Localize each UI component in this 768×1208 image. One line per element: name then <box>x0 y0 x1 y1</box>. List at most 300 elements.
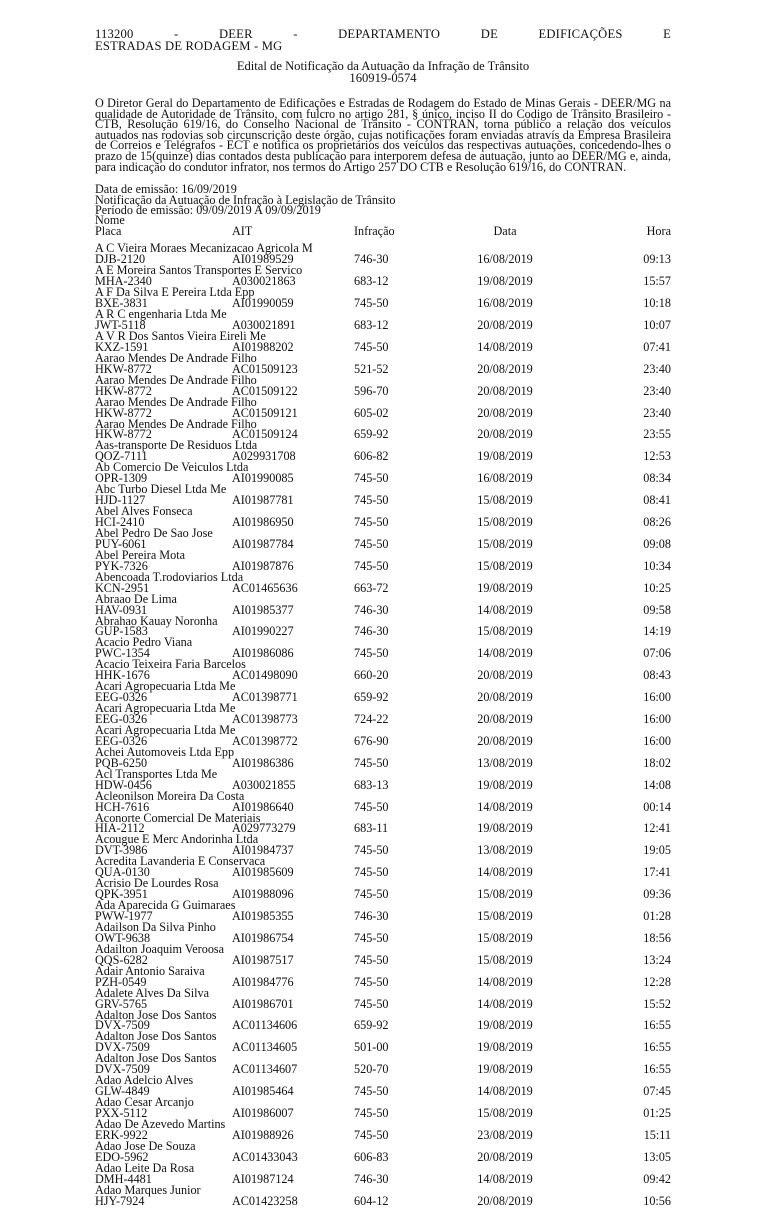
record-data: 14/08/2019 <box>477 974 533 989</box>
record-data: 14/08/2019 <box>477 339 533 354</box>
record-placa: HKW-8772 <box>95 427 152 442</box>
org-header-line-2: ESTRADAS DE RODAGEM - MG <box>95 38 283 53</box>
record-placa: QPK-3951 <box>95 887 148 902</box>
record-data: 19/08/2019 <box>477 274 533 289</box>
list-item <box>95 613 671 639</box>
record-name: Aarao Mendes De Andrade Filho <box>95 416 257 431</box>
list-item <box>95 547 671 573</box>
record-ait: AI01985464 <box>232 1084 294 1099</box>
record-hora: 01:25 <box>643 1106 671 1120</box>
record-placa: HJD-1127 <box>95 493 146 508</box>
record-placa: BXE-3831 <box>95 296 148 311</box>
record-placa: PWW-1977 <box>95 908 153 923</box>
record-data: 20/08/2019 <box>477 405 533 420</box>
record-name: Achei Automoveis Ltda Epp <box>95 744 235 759</box>
list-item <box>95 744 671 770</box>
column-header-data: Data <box>493 224 517 239</box>
record-name: Aarao Mendes De Andrade Filho <box>95 372 257 387</box>
record-ait: AI01985377 <box>232 602 294 617</box>
list-item <box>95 525 671 551</box>
list-item <box>95 328 671 354</box>
record-placa: PQB-6250 <box>95 755 148 770</box>
record-name: Ada Aparecida G Guimaraes <box>95 898 236 913</box>
record-hora: 08:43 <box>643 668 671 683</box>
list-item <box>95 309 671 331</box>
record-data: 14/08/2019 <box>477 1171 533 1186</box>
list-item <box>95 265 671 287</box>
record-name: A V R Dos Santos Vieira Eireli Me <box>95 328 266 343</box>
record-name: Aarao Mendes De Andrade Filho <box>95 394 257 409</box>
record-ait: AI01987781 <box>232 493 294 508</box>
record-row <box>95 1127 671 1142</box>
record-infracao: 745-50 <box>354 1106 389 1120</box>
record-data: 15/08/2019 <box>477 493 533 508</box>
record-hora: 09:42 <box>643 1171 671 1186</box>
record-infracao: 683-12 <box>354 274 389 289</box>
record-placa: ERK-9922 <box>95 1127 148 1142</box>
record-name: Ab Comercio De Veiculos Ltda <box>95 460 249 475</box>
record-row <box>95 1042 671 1053</box>
record-data: 20/08/2019 <box>477 361 533 376</box>
list-item <box>95 919 671 945</box>
record-name: Abc Turbo Diesel Ltda Me <box>95 482 227 497</box>
list-item <box>95 941 671 967</box>
record-hora: 15:57 <box>643 274 671 289</box>
record-infracao: 745-50 <box>354 930 389 945</box>
record-placa: OWT-9638 <box>95 930 151 945</box>
record-hora: 12:41 <box>643 821 671 836</box>
record-data: 15/08/2019 <box>477 887 533 902</box>
list-item <box>95 659 671 681</box>
record-placa: DVX-7509 <box>95 1018 150 1033</box>
record-data: 20/08/2019 <box>477 317 533 332</box>
record-hora: 18:56 <box>643 930 671 945</box>
record-placa: DMH-4481 <box>95 1171 152 1186</box>
record-hora: 23:40 <box>643 405 671 420</box>
record-hora: 16:55 <box>643 1018 671 1033</box>
record-data: 15/08/2019 <box>477 908 533 923</box>
list-item <box>95 416 671 442</box>
record-hora: 10:34 <box>643 558 671 573</box>
record-hora: 16:00 <box>643 690 671 705</box>
record-data: 19/08/2019 <box>477 1018 533 1033</box>
column-headers <box>95 215 671 237</box>
record-name: Acari Agropecuaria Ltda Me <box>95 701 236 716</box>
record-ait: AI01987124 <box>232 1171 294 1186</box>
record-infracao: 659-92 <box>354 1018 389 1033</box>
edital-number: 160919-0574 <box>349 70 417 85</box>
record-data: 19/08/2019 <box>477 821 533 836</box>
record-hora: 23:40 <box>643 383 671 398</box>
record-ait: AI01989529 <box>232 252 294 267</box>
record-data: 16/08/2019 <box>477 296 533 311</box>
record-data: 20/08/2019 <box>477 427 533 442</box>
record-ait: AI01987784 <box>232 536 294 551</box>
record-row <box>95 1086 671 1097</box>
record-infracao: 604-12 <box>354 1193 389 1208</box>
record-data: 19/08/2019 <box>477 1062 533 1077</box>
record-infracao: 659-92 <box>354 690 389 705</box>
record-ait: AC01134605 <box>232 1040 298 1055</box>
record-placa: GLW-4849 <box>95 1084 150 1099</box>
record-placa: DJB-2120 <box>95 252 146 267</box>
record-ait: AI01986086 <box>232 646 294 661</box>
record-name: Adalton Jose Dos Santos <box>95 1007 217 1022</box>
record-placa: QOZ-7111 <box>95 449 148 464</box>
record-infracao: 745-50 <box>354 865 389 880</box>
list-item <box>95 900 671 922</box>
list-item <box>95 766 671 792</box>
record-infracao: 521-52 <box>354 361 389 376</box>
record-infracao: 683-13 <box>354 777 389 792</box>
record-name: Abel Pereira Mota <box>95 547 186 562</box>
record-data: 14/08/2019 <box>477 799 533 814</box>
record-ait: AI01990059 <box>232 296 294 311</box>
record-ait: AC01509121 <box>232 405 298 420</box>
record-data: 20/08/2019 <box>477 733 533 748</box>
record-data: 20/08/2019 <box>477 690 533 705</box>
record-data: 15/08/2019 <box>477 624 533 639</box>
record-placa: GRV-5765 <box>95 996 148 1011</box>
record-ait: AI01985355 <box>232 908 294 923</box>
record-infracao: 746-30 <box>354 1171 389 1186</box>
record-ait: A029931708 <box>232 449 296 464</box>
record-ait: AC01433043 <box>232 1149 298 1164</box>
record-hora: 12:53 <box>643 449 671 464</box>
record-infracao: 660-20 <box>354 668 389 683</box>
record-name: Abraao De Lima <box>95 591 177 606</box>
emission-period: Período de emissão: 09/09/2019 A 09/09/2019 <box>95 202 321 217</box>
record-infracao: 745-50 <box>354 974 389 989</box>
record-name: Aas-transporte De Residuos Ltda <box>95 438 258 453</box>
record-hora: 09:08 <box>643 536 671 551</box>
list-item <box>95 1160 671 1186</box>
list-item <box>95 788 671 814</box>
record-placa: KCN-2951 <box>95 580 150 595</box>
record-data: 19/08/2019 <box>477 1040 533 1055</box>
record-row <box>95 1149 671 1164</box>
record-placa: HHK-1676 <box>95 668 150 683</box>
record-placa: OPR-1309 <box>95 471 148 486</box>
record-row <box>95 1171 671 1186</box>
column-header-name: Nome <box>95 213 125 228</box>
record-infracao: 745-50 <box>354 514 389 529</box>
record-hora: 14:08 <box>643 777 671 792</box>
record-infracao: 663-72 <box>354 580 389 595</box>
list-item <box>95 569 671 595</box>
list-item <box>95 637 671 659</box>
record-data: 15/08/2019 <box>477 930 533 945</box>
list-item <box>95 1119 671 1141</box>
record-row <box>95 1020 671 1031</box>
record-placa: GUP-1583 <box>95 624 148 639</box>
record-name: Abrahao Kauay Noronha <box>95 613 218 628</box>
record-ait: AI01986386 <box>232 755 294 770</box>
record-infracao: 745-50 <box>354 799 389 814</box>
org-header-line-1: 113200 - DEER - DEPARTAMENTO DE EDIFICAÇÕES E <box>95 27 671 41</box>
record-data: 14/08/2019 <box>477 865 533 880</box>
record-data: 20/08/2019 <box>477 1149 533 1164</box>
record-data: 23/08/2019 <box>477 1127 533 1142</box>
record-ait: AI01988096 <box>232 887 294 902</box>
intro-paragraph: O Diretor Geral do Departamento de Edificações e Estradas de Rodagem do Estado de Minas Gerais - DEER/MG na qualidade de Autoridade de Trânsito, com fulcro no artigo 281, § único, inciso II do Codigo de Trânsito Brasileiro - CTB, Resolução 619/16, do Conselho Nacional de Trânsito - CONTRAN, torna público a relação dos veículos autuados nas rodovias sob circunscrição deste órgão, cujas notificações foram enviadas atravís da Empresa Brasileira de Correios e Telégrafos - ECT e notifica os proprietários dos veículos das respectivas autuações, concedendo-lhes o prazo de 15(quinze) dias contados desta publicação para interporem defesa de autuação, junto ao DEER/MG e, ainda, para indicação do condutor infrator, nos termos do Artigo 257 DO CTB e Resolução 619/16, do CONTRAN. <box>95 96 671 174</box>
record-name: A C Vieira Moraes Mecanizacao Agricola M <box>95 241 313 256</box>
record-name: A R C engenharia Ltda Me <box>95 307 227 322</box>
record-placa: MHA-2340 <box>95 274 152 289</box>
record-hora: 16:00 <box>643 733 671 748</box>
record-data: 20/08/2019 <box>477 711 533 726</box>
record-placa: DVT-3986 <box>95 843 148 858</box>
record-hora: 15:11 <box>643 1127 671 1142</box>
record-placa: PZH-0549 <box>95 974 147 989</box>
record-ait: AI01988926 <box>232 1127 294 1142</box>
record-ait: AI01987517 <box>232 952 294 967</box>
record-infracao: 683-12 <box>354 317 389 332</box>
record-placa: HKW-8772 <box>95 361 152 376</box>
list-item <box>95 1007 671 1033</box>
list-item <box>95 440 671 462</box>
list-item <box>95 985 671 1011</box>
record-data: 16/08/2019 <box>477 252 533 267</box>
list-item <box>95 591 671 617</box>
record-name: Adalton Jose Dos Santos <box>95 1051 217 1066</box>
record-infracao: 745-50 <box>354 339 389 354</box>
record-ait: A030021855 <box>232 777 296 792</box>
record-name: Aarao Mendes De Andrade Filho <box>95 350 257 365</box>
record-data: 19/08/2019 <box>477 580 533 595</box>
record-placa: HKW-8772 <box>95 405 152 420</box>
record-hora: 08:26 <box>643 514 671 529</box>
record-data: 20/08/2019 <box>477 668 533 683</box>
record-infracao: 596-70 <box>354 383 389 398</box>
record-name: Abencoada T.rodoviarios Ltda <box>95 569 244 584</box>
record-hora: 23:55 <box>643 427 671 442</box>
record-ait: AC01498090 <box>232 668 298 683</box>
record-ait: A029773279 <box>232 821 296 836</box>
record-hora: 07:45 <box>643 1084 671 1099</box>
record-hora: 13:24 <box>643 952 671 967</box>
column-header-infracao: Infração <box>354 224 395 239</box>
record-hora: 16:55 <box>643 1062 671 1077</box>
record-hora: 13:05 <box>643 1149 671 1164</box>
record-hora: 10:25 <box>643 580 671 595</box>
record-name: Adalete Alves Da Silva <box>95 985 210 1000</box>
record-name: A E Moreira Santos Transportes E Servico <box>95 263 303 278</box>
record-ait: AC01509124 <box>232 427 298 442</box>
record-placa: HDW-0456 <box>95 777 152 792</box>
record-ait: AI01984737 <box>232 843 294 858</box>
list-item <box>95 1075 671 1097</box>
record-ait: A030021891 <box>232 317 296 332</box>
list-item <box>95 856 671 878</box>
record-name: Acl Transportes Ltda Me <box>95 766 218 781</box>
record-hora: 09:36 <box>643 887 671 902</box>
record-data: 15/08/2019 <box>477 1106 533 1120</box>
record-placa: HKW-8772 <box>95 383 152 398</box>
record-name: Abel Pedro De Sao Jose <box>95 525 213 540</box>
record-name: Acrisio De Lourdes Rosa <box>95 876 219 891</box>
record-hora: 16:55 <box>643 1040 671 1055</box>
record-infracao: 746-30 <box>354 252 389 267</box>
record-placa: EEG-0326 <box>95 733 148 748</box>
record-hora: 08:41 <box>643 493 671 508</box>
record-infracao: 745-50 <box>354 1127 389 1142</box>
record-data: 14/08/2019 <box>477 1084 533 1099</box>
record-infracao: 745-50 <box>354 887 389 902</box>
list-item <box>95 394 671 420</box>
record-ait: AC01398771 <box>232 690 298 705</box>
record-ait: AC01509122 <box>232 383 298 398</box>
record-hora: 16:00 <box>643 711 671 726</box>
record-placa: JWT-5118 <box>95 317 146 332</box>
column-header-hora: Hora <box>646 224 671 239</box>
record-data: 15/08/2019 <box>477 514 533 529</box>
record-infracao: 745-50 <box>354 996 389 1011</box>
record-name: Abel Alves Fonseca <box>95 504 193 519</box>
record-name: Acredita Lavanderia E Conservaca <box>95 854 266 869</box>
list-item <box>95 287 671 309</box>
record-infracao: 683-11 <box>354 821 389 836</box>
record-hora: 17:41 <box>643 865 671 880</box>
record-row <box>95 1193 671 1208</box>
record-hora: 09:13 <box>643 252 671 267</box>
record-placa: PYK-7326 <box>95 558 148 573</box>
record-hora: 10:56 <box>643 1193 671 1208</box>
record-data: 19/08/2019 <box>477 449 533 464</box>
record-ait: AI01986701 <box>232 996 294 1011</box>
record-ait: AI01986950 <box>232 514 294 529</box>
record-name: Aconorte Comercial De Materiais <box>95 810 261 825</box>
record-infracao: 676-90 <box>354 733 389 748</box>
document-page <box>95 29 671 1207</box>
record-name: A F Da Silva E Pereira Ltda Epp <box>95 285 255 300</box>
record-infracao: 745-50 <box>354 1084 389 1099</box>
list-item <box>95 810 671 836</box>
list-item <box>95 722 671 748</box>
record-placa: HAV-0931 <box>95 602 148 617</box>
record-ait: AC01134606 <box>232 1018 298 1033</box>
emission-meta <box>95 184 671 215</box>
record-infracao: 745-50 <box>354 843 389 858</box>
record-placa: PUY-6061 <box>95 536 147 551</box>
record-placa: QUA-0130 <box>95 865 150 880</box>
edital-title: Edital de Notificação da Autuação da Infração de Trânsito <box>236 59 530 73</box>
record-name: Acari Agropecuaria Ltda Me <box>95 679 236 694</box>
record-hora: 07:06 <box>643 646 671 661</box>
list-item <box>95 372 671 398</box>
record-hora: 23:40 <box>643 361 671 376</box>
list-item <box>95 1138 671 1164</box>
record-name: Acari Agropecuaria Ltda Me <box>95 722 236 737</box>
record-ait: AI01990085 <box>232 471 294 486</box>
record-infracao: 745-50 <box>354 471 389 486</box>
record-ait: AI01985609 <box>232 865 294 880</box>
column-header-ait: AIT <box>232 224 253 239</box>
record-placa: EDO-5962 <box>95 1149 149 1164</box>
notification-type: Notificação da Autuação de Infração à Legislação de Trânsito <box>95 192 396 207</box>
record-data: 19/08/2019 <box>477 777 533 792</box>
record-name: Acacio Teixeira Faria Barcelos <box>95 657 246 672</box>
record-ait: AI01987876 <box>232 558 294 573</box>
record-hora: 01:28 <box>643 908 671 923</box>
list-item <box>95 1182 671 1208</box>
list-item <box>95 878 671 900</box>
record-ait: AI01988202 <box>232 339 294 354</box>
record-infracao: 745-50 <box>354 755 389 770</box>
record-ait: AC01134607 <box>232 1062 298 1077</box>
record-name: Acougue E Merc Andorinha Ltda <box>95 832 259 847</box>
list-item <box>95 484 671 506</box>
record-placa: DVX-7509 <box>95 1040 150 1055</box>
record-placa: EEG-0326 <box>95 711 148 726</box>
record-ait: AI01986754 <box>232 930 294 945</box>
record-hora: 10:07 <box>643 317 671 332</box>
record-placa: PXX-5112 <box>95 1106 148 1120</box>
record-hora: 14:19 <box>643 624 671 639</box>
record-data: 14/08/2019 <box>477 996 533 1011</box>
list-item <box>95 963 671 989</box>
record-hora: 08:34 <box>643 471 671 486</box>
record-hora: 07:41 <box>643 339 671 354</box>
record-infracao: 745-50 <box>354 646 389 661</box>
record-infracao: 746-30 <box>354 602 389 617</box>
record-ait: AI01984776 <box>232 974 294 989</box>
list-item <box>95 350 671 376</box>
record-ait: AI01986007 <box>232 1106 294 1120</box>
record-infracao: 606-82 <box>354 449 389 464</box>
record-name: Adao Adelcio Alves <box>95 1073 194 1088</box>
record-ait: AC01398772 <box>232 733 298 748</box>
record-name: Adao De Azevedo Martins <box>95 1117 226 1131</box>
record-placa: HCI-2410 <box>95 514 145 529</box>
record-data: 15/08/2019 <box>477 558 533 573</box>
list-item <box>95 462 671 484</box>
record-data: 14/08/2019 <box>477 602 533 617</box>
record-hora: 09:58 <box>643 602 671 617</box>
record-placa: HJY-7924 <box>95 1193 145 1208</box>
record-hora: 12:28 <box>643 974 671 989</box>
record-hora: 10:18 <box>643 296 671 311</box>
list-item <box>95 1053 671 1075</box>
record-infracao: 745-50 <box>354 558 389 573</box>
record-row <box>95 580 671 595</box>
record-infracao: 659-92 <box>354 427 389 442</box>
record-data: 20/08/2019 <box>477 1193 533 1208</box>
record-row <box>95 1108 671 1119</box>
record-data: 16/08/2019 <box>477 471 533 486</box>
record-placa: KXZ-1591 <box>95 339 149 354</box>
record-infracao: 746-30 <box>354 624 389 639</box>
record-ait: AI01990227 <box>232 624 294 639</box>
record-row <box>95 1064 671 1075</box>
record-ait: AI01986640 <box>232 799 294 814</box>
record-hora: 18:02 <box>643 755 671 770</box>
record-data: 15/08/2019 <box>477 536 533 551</box>
list-item <box>95 1031 671 1053</box>
record-placa: EEG-0326 <box>95 690 148 705</box>
record-placa: HIA-2112 <box>95 821 145 836</box>
record-infracao: 745-50 <box>354 493 389 508</box>
list-item <box>95 703 671 725</box>
record-ait: AC01509123 <box>232 361 298 376</box>
record-name: Acleonilson Moreira Da Costa <box>95 788 245 803</box>
record-infracao: 605-02 <box>354 405 389 420</box>
record-name: Adailson Da Silva Pinho <box>95 919 216 934</box>
record-placa: PWC-1354 <box>95 646 150 661</box>
records-list <box>95 243 671 1206</box>
record-placa: HCH-7616 <box>95 799 150 814</box>
record-placa: DVX-7509 <box>95 1062 150 1077</box>
